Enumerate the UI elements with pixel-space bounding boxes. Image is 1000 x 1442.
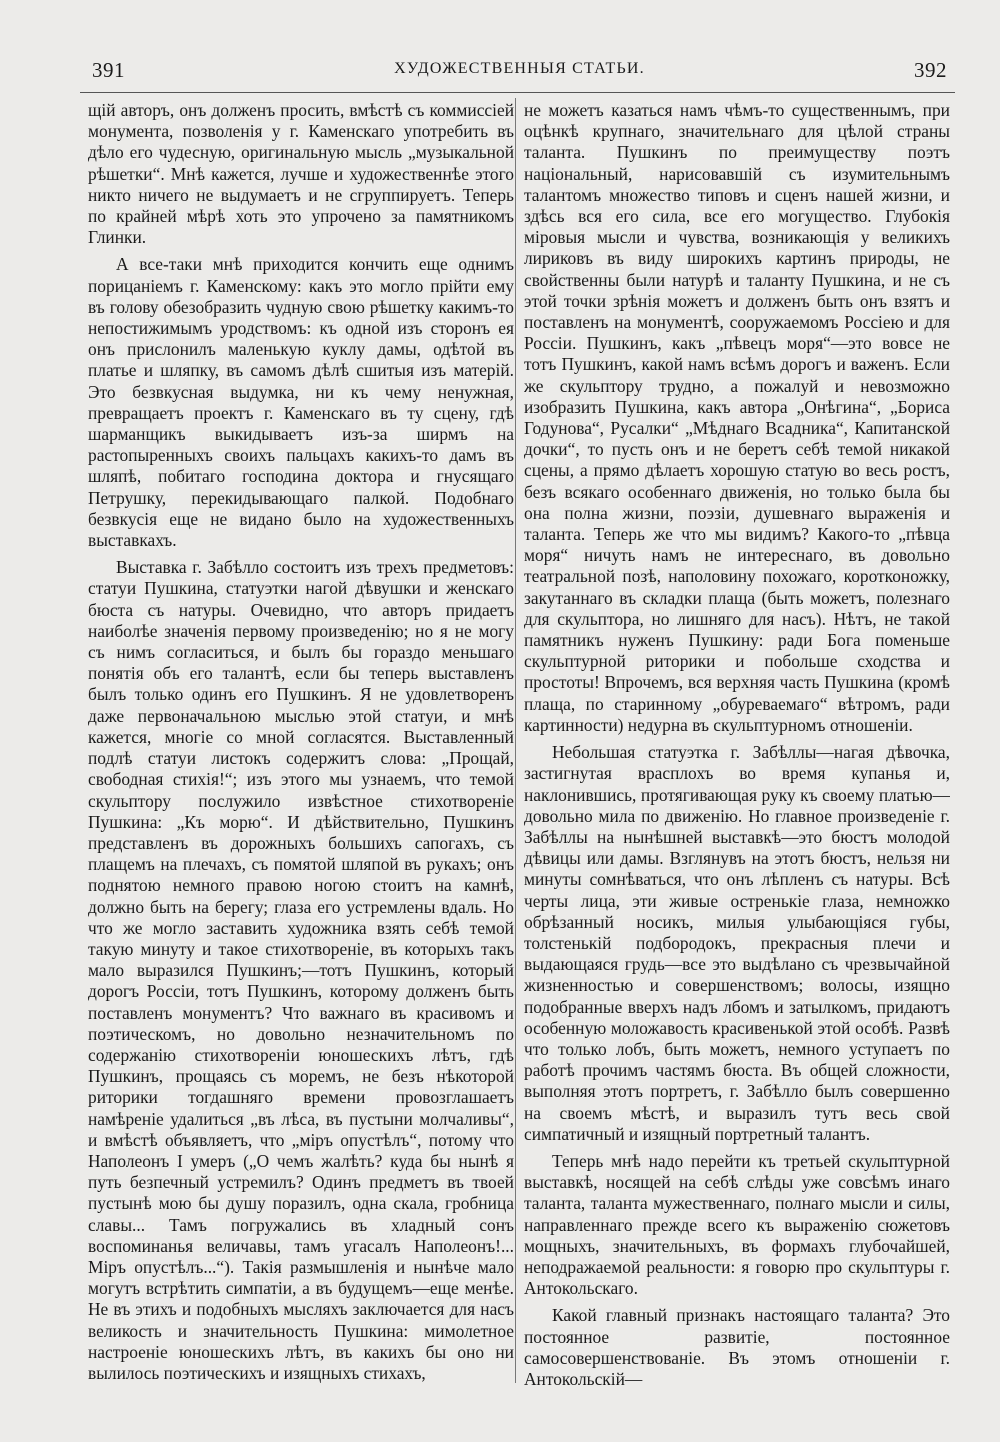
column-divider bbox=[515, 98, 516, 1383]
paragraph: Теперь мнѣ надо перейти къ третьей скульптурной выставкѣ, носящей на себѣ слѣды уже совсѣмъ инаго таланта, таланта мужественнаго, полнаго мысли и силы, направленнаго прежде всего къ выраженію сюжетовъ мощныхъ, значительныхъ, въ формахъ глубочайшей, неподражаемой реальности: я говорю про скульптуры г. Антокольскаго. bbox=[524, 1150, 950, 1299]
page-number-right: 392 bbox=[914, 58, 947, 82]
paragraph: щій авторъ, онъ долженъ просить, вмѣстѣ съ коммиссіей монумента, позволенія у г. Каменскаго употребить въ дѣло его чудесную, оригинальную мысль „музыкальной рѣшетки“. Мнѣ кажется, лучше и художественнѣе этого никто ничего не выдумаетъ и не сгруппируетъ. Теперь по крайней мѣрѣ хоть это упрочено за памятникомъ Глинки. bbox=[88, 100, 514, 248]
paragraph: А все-таки мнѣ приходится кончить еще однимъ порицаніемъ г. Каменскому: какъ это могло прійти ему въ голову обезобразить чудную свою рѣшетку какимъ-то непостижимымъ уродствомъ: къ одной изъ сторонъ ея онъ прислонилъ маленькую куклу дамы, одѣтой въ платье и шляпку, въ самомъ дѣлѣ сшитыя изъ матерій. Это безвкусная выдумка, ни къ чему ненужная, превращаетъ проектъ г. Каменскаго въ ту сцену, гдѣ шарманщикъ выкидываетъ изъ-за ширмъ на растопыренныхъ своихъ пальцахъ какихъ-то дамъ въ шляпѣ, побитаго господина доктора и гнусящаго Петрушку, перекидывающаго палкой. Подобнаго безвкусія еще не видано было на художественныхъ выставкахъ. bbox=[88, 254, 514, 551]
header-rule bbox=[80, 92, 955, 93]
page-number-left: 391 bbox=[92, 58, 125, 82]
running-title: ХУДОЖЕСТВЕННЫЯ СТАТЬИ. bbox=[394, 60, 645, 77]
right-column bbox=[524, 100, 950, 1390]
left-column bbox=[88, 100, 514, 1390]
paragraph: Небольшая статуэтка г. Забѣллы—нагая дѣвочка, застигнутая врасплохъ во время купанья и, наклонившись, протягивающая руку къ своему платью—довольно мила по движенію. Но главное произведеніе г. Забѣллы на нынѣшней выставкѣ—это бюстъ молодой дѣвицы или дамы. Взглянувъ на этотъ бюстъ, нельзя ни минуты сомнѣваться, что онъ лѣпленъ съ натуры. Всѣ черты лица, эти живые остренькіе глаза, немножко обрѣзанный носикъ, милыя улыбающіяся губы, толстенькій подбородокъ, прекрасныя плечи и выдающаяся грудь—все это выдѣлано съ чрезвычайной жизненностью и совершенствомъ; волосы, изящно подобранные вверхъ надъ лбомъ и затылкомъ, придаютъ особенную моложавость красивенькой этой особѣ. Развѣ что только лобъ, быть можетъ, немного уступаетъ по работѣ прочимъ частямъ бюста. Въ общей сложности, выполняя этотъ портретъ, г. Забѣлло былъ совершенно на своемъ мѣстѣ, и выразилъ тутъ весь свой симпатичный и изящный портретный талантъ. bbox=[524, 742, 950, 1144]
page-header bbox=[92, 58, 947, 88]
paragraph: Какой главный признакъ настоящаго таланта? Это постоянное развитіе, постоянное самосовершенствованіе. Въ этомъ отношеніи г. Антокольскій— bbox=[524, 1305, 950, 1389]
paragraph: не можетъ казаться намъ чѣмъ-то существеннымъ, при оцѣнкѣ крупнаго, значительнаго для цѣлой страны таланта. Пушкинъ по преимуществу поэтъ національный, нарисовавшій съ изумительнымъ талантомъ множество типовъ и сценъ нашей жизни, и здѣсь вся его сила, все его могущество. Глубокія міровыя мысли и чувства, возникающія у великихъ лириковъ въ виду широкихъ картинъ природы, не свойственны были натурѣ и таланту Пушкина, и не съ этой точки зрѣнія можетъ и долженъ быть онъ взятъ и поставленъ на монументѣ, сооружаемомъ Россіею и для Россіи. Пушкинъ, какъ „пѣвецъ моря“—это вовсе не тотъ Пушкинъ, какой намъ всѣмъ дорогъ и важенъ. Если же скульптору трудно, а пожалуй и невозможно изобразить Пушкина, какъ автора „Онѣгина“, „Бориса Годунова“, Русалки“ „Мѣднаго Всадника“, Капитанской дочки“, то пусть онъ и не беретъ себѣ темой никакой сцены, а прямо дѣлаетъ хорошую статую во весь ростъ, безъ всякаго особеннаго движенія, но только была бы она полна жизни, поэзіи, душевнаго выраженія и таланта. Теперь же что мы видимъ? Какого-то „пѣвца моря“ ничуть намъ не интереснаго, въ довольно театральной позѣ, наполовину похожаго, коротконожку, закутаннаго въ складки плаща (быть можетъ, полезнаго для скульптора, но лишняго для насъ). Нѣтъ, не такой памятникъ нуженъ Пушкину: ради Бога поменьше скульптурной риторики и побольше сходства и простоты! Впрочемъ, вся верхняя часть Пушкина (кромѣ плаща, по старинному „обуреваемаго“ вѣтромъ, ради картинности) недурна въ скульптурномъ отношеніи. bbox=[524, 100, 950, 735]
paragraph: Выставка г. Забѣлло состоитъ изъ трехъ предметовъ: статуи Пушкина, статуэтки нагой дѣвушки и женскаго бюста съ натуры. Очевидно, что авторъ придаетъ наиболѣе значенія первому произведенію; но я не могу съ нимъ согласиться, и былъ бы гораздо меньшаго понятія объ его талантѣ, если бы теперь выставленъ былъ только одинъ его Пушкинъ. Я не удовлетворенъ даже первоначальною мыслью этой статуи, и мнѣ кажется, многіе со мной согласятся. Выставленный подлѣ статуи листокъ содержитъ слова: „Прощай, свободная стихія!“; изъ этого мы узнаемъ, что темой скульптору послужило извѣстное стихотвореніе Пушкина: „Къ морю“. И дѣйствительно, Пушкинъ представленъ въ дорожныхъ большихъ сапогахъ, съ плащемъ на плечахъ, съ помятой шляпой въ рукахъ; онъ поднятою немного правою ногою стоитъ на камнѣ, должно быть на берегу; глаза его устремлены вдаль. Но что же могло заставить художника взять себѣ темой такую минуту и такое стихотвореніе, въ которыхъ такъ мало выразился Пушкинъ;—тотъ Пушкинъ, который дорогъ Россіи, тотъ Пушкинъ, которому долженъ быть поставленъ монументъ? Что важнаго въ красивомъ и поэтическомъ, но довольно незначительномъ по содержанію стихотвореніи юношескихъ лѣтъ, гдѣ Пушкинъ, прощаясь съ моремъ, не безъ нѣкоторой риторики тогдашняго времени провозглашаетъ намѣреніе удалиться „въ лѣса, въ пустыни молчаливы“, и вмѣстѣ объявляетъ, что „міръ опустѣлъ“, потому что Наполеонъ I умеръ („О чемъ жалѣть? куда бы нынѣ я путь безпечный устремилъ? Одинъ предметъ въ твоей пустынѣ мою бы душу поразилъ, одна скала, гробница славы... Тамъ погружались въ хладный сонъ воспоминанья величавы, тамъ угасалъ Наполеонъ!... Міръ опустѣлъ...“). Такія размышленія и нынѣче мало могутъ встрѣтить симпатіи, а въ будущемъ—еще менѣе. Не въ этихъ и подобныхъ мысляхъ заключается для насъ великость и значительность Пушкина: мимолетное настроеніе юношескихъ лѣтъ, въ какихъ бы оно ни вылилось поэтическихъ и изящныхъ стихахъ, bbox=[88, 557, 514, 1383]
